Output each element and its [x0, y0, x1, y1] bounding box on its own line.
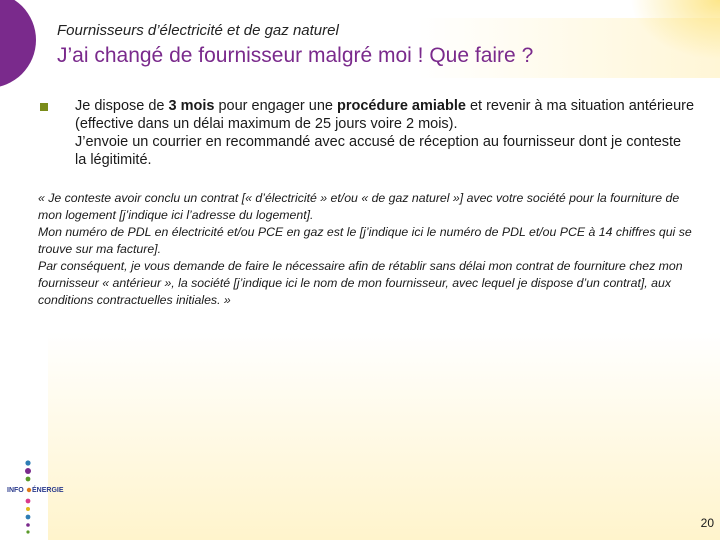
bullet-paragraph-2: J’envoie un courrier en recommandé avec accusé de réception au fournisseur dont je conteste la légitimité. [75, 134, 682, 168]
letter-line-1: « Je conteste avoir conclu un contrat [« d’électricité » et/ou « de gaz naturel »] avec votre société pour la fourniture de mon logement [j’indique ici l’adresse du logement]. [38, 191, 680, 222]
slide-title: J’ai changé de fournisseur malgré moi ! Que faire ? [57, 44, 534, 67]
bullet-text-part1: Je dispose de [75, 98, 169, 114]
info-energie-logo [6, 458, 66, 538]
bullet-bold-procedure: procédure amiable [337, 98, 466, 114]
bullet-text-part2: pour engager une [214, 98, 337, 114]
letter-line-3: Par conséquent, je vous demande de faire le nécessaire afin de rétablir sans délai mon contrat de fourniture chez mon fournisseur « antérieur », la société [j’indique ici le nom de mon fournisseur, avec lequel je dispose d’un contrat], aux conditions contractuelles initiales. » [38, 259, 683, 307]
slide-subtitle: Fournisseurs d’électricité et de gaz naturel [57, 22, 339, 39]
letter-template [38, 190, 698, 309]
bullet-square-icon [40, 103, 48, 111]
logo-text-info: INFO [7, 487, 24, 494]
corner-decoration [0, 0, 36, 88]
bullet-bold-duration: 3 mois [168, 98, 215, 114]
bullet-text-part3: et revenir à ma situation antérieure (effective dans un délai maximum de 25 jours voire 2 mois). [75, 98, 695, 132]
letter-line-2: Mon numéro de PDL en électricité et/ou PCE en gaz est le [j’indique ici le numéro de PDL et/ou PCE à 14 chiffres qui se trouve sur ma facture]. [38, 225, 692, 256]
logo-text-energie: ÉNERGIE [32, 487, 64, 494]
bullet-paragraph-1 [75, 97, 695, 133]
bullet-text [75, 97, 695, 169]
top-right-glow [630, 0, 720, 60]
page-number: 20 [700, 516, 714, 530]
